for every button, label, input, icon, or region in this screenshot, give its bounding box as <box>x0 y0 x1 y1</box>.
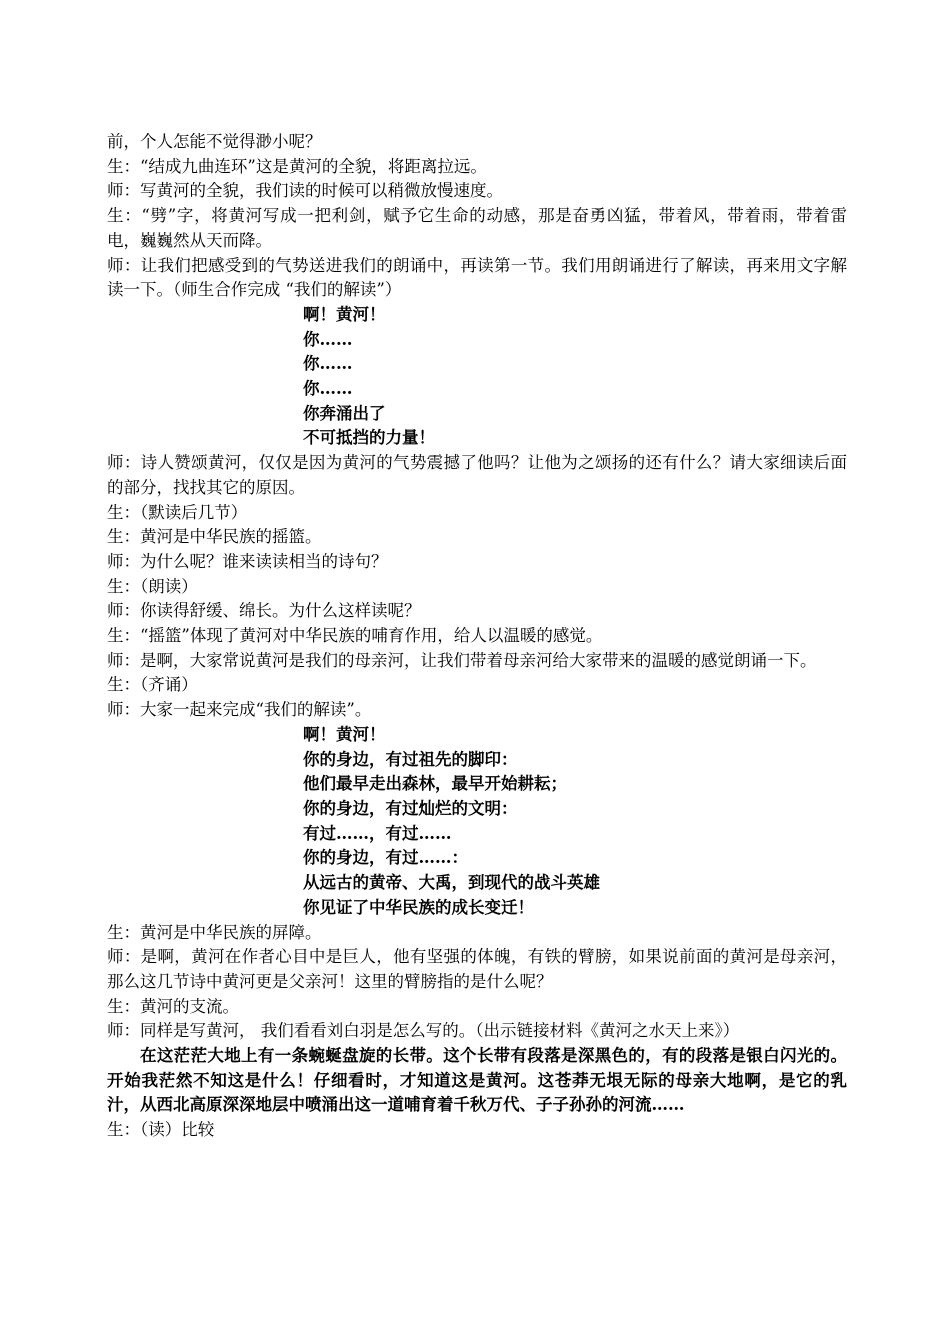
poem-line: 你…… <box>303 354 353 374</box>
paragraph: 生：（朗读） <box>107 576 198 596</box>
paragraph: 生：（读）比较 <box>107 1120 215 1140</box>
poem-line: 他们最早走出森林，最早开始耕耘； <box>303 774 567 794</box>
paragraph: 师：是啊，黄河在作者心目中是巨人，他有坚强的体魄，有铁的臂膀，如果说前面的黄河是母亲河，那么这几节诗中黄河更是父亲河！这里的臂膀指的是什么呢？ <box>107 947 847 991</box>
paragraph: 师：诗人赞颂黄河，仅仅是因为黄河的气势震撼了他吗？让他为之颂扬的还有什么？请大家细读后面的部分，找找其它的原因。 <box>107 453 847 497</box>
poem-block-2 <box>107 723 847 921</box>
poem-line: 你的身边，有过祖先的脚印： <box>303 749 518 769</box>
paragraph: 生：（默读后几节） <box>107 502 248 522</box>
paragraph: 生：（齐诵） <box>107 675 198 695</box>
paragraph: 师：大家一起来完成“我们的解读”。 <box>107 700 372 720</box>
paragraph: 生：“摇篮”体现了黄河对中华民族的哺育作用，给人以温暖的感觉。 <box>107 626 603 646</box>
paragraph: 生：黄河是中华民族的屏障。 <box>107 922 322 942</box>
paragraph: 师：为什么呢？谁来读读相当的诗句？ <box>107 551 388 571</box>
poem-line: 你的身边，有过……： <box>303 848 468 868</box>
paragraph: 生：“劈”字，将黄河写成一把利剑，赋予它生命的动感，那是奋勇凶猛，带着风，带着雨，带着雷电，巍巍然从天而降。 <box>107 206 847 250</box>
poem-line: 你见证了中华民族的成长变迁！ <box>303 897 534 917</box>
paragraph: 生：黄河的支流。 <box>107 996 239 1016</box>
poem-block-1 <box>107 303 847 451</box>
paragraph: 师：写黄河的全貌，我们读的时候可以稍微放慢速度。 <box>107 181 503 201</box>
paragraph: 生：黄河是中华民族的摇篮。 <box>107 527 322 547</box>
paragraph: 师：你读得舒缓、绵长。为什么这样读呢？ <box>107 601 421 621</box>
paragraph: 生：“结成九曲连环”这是黄河的全貌，将距离拉远。 <box>107 156 487 176</box>
poem-line: 你…… <box>303 379 353 399</box>
paragraph: 前，个人怎能不觉得渺小呢？ <box>107 132 322 151</box>
paragraph: 师：是啊，大家常说黄河是我们的母亲河，让我们带着母亲河给大家带来的温暖的感觉朗诵一下。 <box>107 650 817 670</box>
paragraph: 师：让我们把感受到的气势送进我们的朗诵中，再读第一节。我们用朗诵进行了解读，再来用文字解读一下。（师生合作完成 “我们的解读”） <box>107 255 847 300</box>
poem-line: 你奔涌出了 <box>303 403 386 423</box>
poem-line: 啊！黄河！ <box>303 304 386 324</box>
paragraph: 师：同样是写黄河， 我们看看刘白羽是怎么写的。（出示链接材料《黄河之水天上来》） <box>107 1021 740 1041</box>
poem-line: 啊！黄河！ <box>303 724 386 744</box>
poem-line: 有过……，有过…… <box>303 823 452 843</box>
linked-material-quote: 在这茫茫大地上有一条蜿蜒盘旋的长带。这个长带有段落是深黑色的，有的段落是银白闪光的。开始我茫然不知这是什么！仔细看时，才知道这是黄河。这苍莽无垠无际的母亲大地啊，是它的乳汁，从西北高原深深地层中喷涌出这一道哺育着千秋万代、子子孙孙的河流…… <box>107 1046 847 1115</box>
poem-line: 从远古的黄帝、大禹，到现代的战斗英雄 <box>303 873 600 893</box>
poem-line: 不可抵挡的力量！ <box>303 428 435 448</box>
poem-line: 你…… <box>303 329 353 349</box>
poem-line: 你的身边，有过灿烂的文明： <box>303 798 518 818</box>
document-body <box>107 130 847 1143</box>
